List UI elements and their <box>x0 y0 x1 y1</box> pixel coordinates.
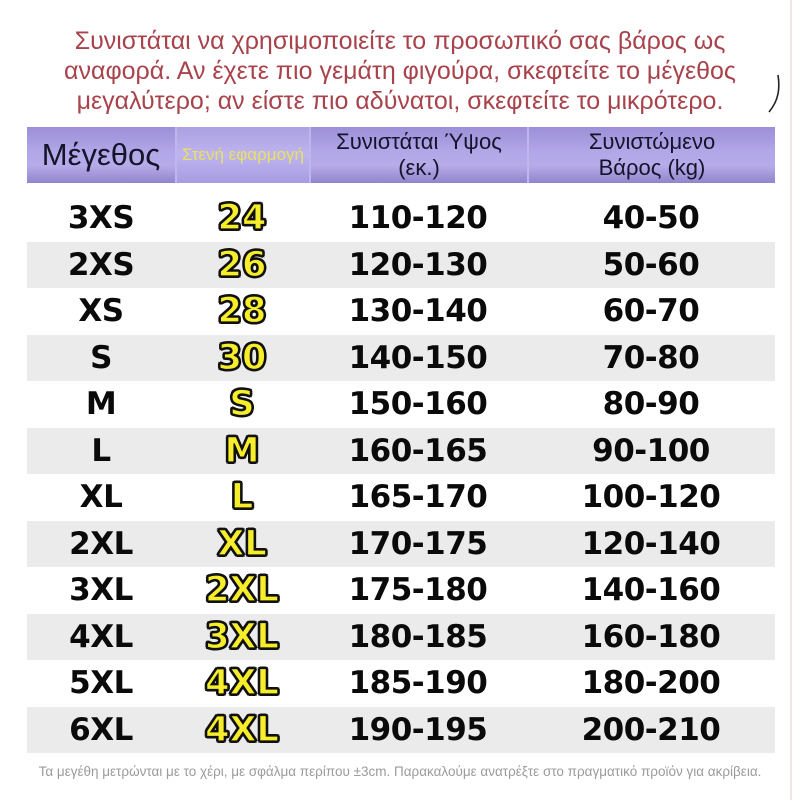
size-cell: M <box>85 386 117 423</box>
size-table-header <box>27 127 775 183</box>
header-tight-fit-label: Στενή εφαρμογή <box>182 145 304 164</box>
notice-line-2: αναφορά. Αν έχετε πιο γεμάτη φιγούρα, σκεφτείτε το μέγεθος <box>64 57 736 85</box>
height-cell: 175-180 <box>348 572 488 609</box>
weight-cell: 40-50 <box>602 200 700 237</box>
height-cell: 180-185 <box>348 618 488 655</box>
size-cell: 5XL <box>69 665 133 702</box>
height-cell: 170-175 <box>348 525 488 562</box>
notice-line-3: μεγαλύτερο; αν είστε πιο αδύνατοι, σκεφτείτε το μικρότερο. <box>76 87 724 115</box>
size-cell: 2XL <box>69 525 133 562</box>
table-row <box>27 614 775 661</box>
size-cell: 6XL <box>69 711 133 748</box>
tight-fit-cell: 4XL <box>205 709 279 750</box>
table-row <box>27 428 775 475</box>
tight-fit-cell: 30 <box>217 337 267 378</box>
height-cell: 120-130 <box>348 246 488 283</box>
weight-cell: 160-180 <box>581 618 721 655</box>
right-edge-artifact <box>790 0 792 800</box>
weight-cell: 180-200 <box>581 665 721 702</box>
table-row <box>27 242 775 289</box>
tight-fit-cell: M <box>224 430 260 471</box>
height-cell: 190-195 <box>348 711 488 748</box>
size-cell: 4XL <box>69 618 133 655</box>
sizing-notice <box>0 26 800 116</box>
tight-fit-cell: 3XL <box>205 616 279 657</box>
size-cell: 3XL <box>69 572 133 609</box>
header-weight-line1: Συνιστώμενο <box>588 129 716 154</box>
height-cell: 140-150 <box>348 339 488 376</box>
tight-fit-cell: 4XL <box>205 663 279 704</box>
table-row <box>27 381 775 428</box>
weight-cell: 50-60 <box>602 246 700 283</box>
table-row <box>27 195 775 242</box>
table-row <box>27 474 775 521</box>
stray-mark <box>766 72 784 116</box>
height-cell: 160-165 <box>348 432 488 469</box>
height-cell: 150-160 <box>348 386 488 423</box>
header-height-line2: (εκ.) <box>398 155 440 180</box>
size-cell: S <box>90 339 112 376</box>
header-recommended-weight <box>527 127 775 183</box>
tight-fit-cell: 24 <box>217 198 267 239</box>
weight-cell: 80-90 <box>602 386 700 423</box>
table-row <box>27 288 775 335</box>
size-table <box>27 127 775 753</box>
height-cell: 185-190 <box>348 665 488 702</box>
size-cell: XL <box>79 479 123 516</box>
weight-cell: 90-100 <box>592 432 710 469</box>
table-row <box>27 707 775 754</box>
table-row <box>27 521 775 568</box>
height-cell: 165-170 <box>348 479 488 516</box>
notice-line-1: Συνιστάται να χρησιμοποιείτε το προσωπικό σας βάρος ως <box>74 27 726 55</box>
height-cell: 130-140 <box>348 293 488 330</box>
weight-cell: 100-120 <box>581 479 721 516</box>
header-height-line1: Συνιστάται Ύψος <box>336 129 502 154</box>
header-size-label: Μέγεθος <box>41 137 161 172</box>
tight-fit-cell: L <box>230 477 254 518</box>
header-tight-fit <box>175 127 309 183</box>
header-weight-line2: Βάρος (kg) <box>598 155 706 180</box>
tight-fit-cell: S <box>229 384 255 425</box>
measurement-note: Τα μεγέθη μετρώνται με το χέρι, με σφάλμα περίπου ±3cm. Παρακαλούμε ανατρέξτε στο πραγματικό προϊόν για ακρίβεια. <box>38 764 762 779</box>
weight-cell: 60-70 <box>602 293 700 330</box>
weight-cell: 140-160 <box>581 572 721 609</box>
tight-fit-cell: 2XL <box>205 570 279 611</box>
header-size <box>27 127 175 183</box>
weight-cell: 70-80 <box>602 339 700 376</box>
table-row <box>27 335 775 382</box>
header-recommended-height <box>309 127 527 183</box>
weight-cell: 200-210 <box>581 711 721 748</box>
size-cell: 3XS <box>67 200 135 237</box>
tight-fit-cell: XL <box>217 523 267 564</box>
height-cell: 110-120 <box>348 200 488 237</box>
weight-cell: 120-140 <box>581 525 721 562</box>
size-cell: L <box>91 432 111 469</box>
table-row <box>27 660 775 707</box>
size-cell: 2XS <box>67 246 135 283</box>
table-row <box>27 567 775 614</box>
tight-fit-cell: 28 <box>217 291 267 332</box>
size-table-body <box>27 195 775 753</box>
size-cell: XS <box>78 293 124 330</box>
tight-fit-cell: 26 <box>217 244 267 285</box>
